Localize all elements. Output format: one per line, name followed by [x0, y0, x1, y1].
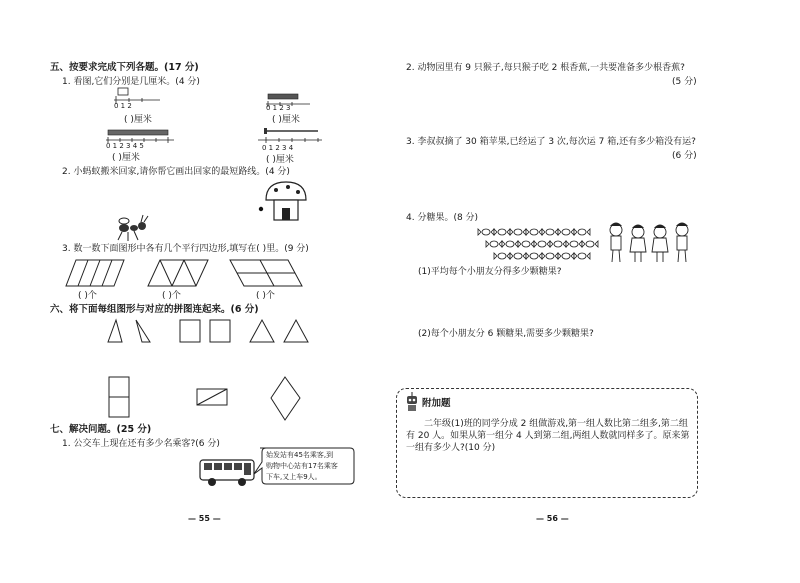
- puzzle-piece-pair-2: [180, 318, 232, 344]
- assembled-shape-rhombus: [270, 376, 302, 422]
- section-5-title: 五、按要求完成下列各题。(17 分): [50, 62, 199, 73]
- parallelogram-figure-a: [66, 258, 126, 288]
- bus-icon: [198, 458, 258, 488]
- robot-mascot-icon: [404, 392, 420, 412]
- section-7-title: 七、解决问题。(25 分): [50, 424, 152, 435]
- count-blank-a[interactable]: ( )个: [78, 291, 97, 301]
- bubble-text-line-2: 购物中心站有17名乘客: [266, 462, 338, 470]
- mushroom-house-icon: [262, 180, 310, 224]
- question-5-1: 1. 看图,它们分别是几厘米。(4 分): [62, 77, 200, 87]
- parallelogram-figure-c: [230, 258, 304, 288]
- ruler-ticks-a: 0 1 2: [114, 102, 132, 110]
- answer-blank-d[interactable]: ( )厘米: [266, 155, 294, 165]
- answer-blank-c[interactable]: ( )厘米: [112, 153, 140, 163]
- ruler-ticks-d: 0 1 2 3 4: [262, 144, 294, 152]
- question-right-2-score: (5 分): [672, 77, 697, 87]
- question-5-2: 2. 小蚂蚁搬米回家,请你帮它画出回家的最短路线。(4 分): [62, 167, 290, 177]
- ruler-ticks-c: 0 1 2 3 4 5: [106, 142, 144, 150]
- question-7-1: 1. 公交车上现在还有多少名乘客?(6 分): [62, 439, 220, 449]
- bubble-text-line-3: 下车,又上车9人。: [266, 473, 322, 481]
- section-6-title: 六、将下面每组图形与对应的拼图连起来。(6 分): [50, 304, 259, 315]
- ruler-ticks-b: 0 1 2 3: [266, 104, 291, 112]
- question-right-4-1: (1)平均每个小朋友分得多少颗糖果?: [418, 267, 562, 277]
- question-5-3: 3. 数一数下面图形中各有几个平行四边形,填写在( )里。(9 分): [62, 244, 309, 254]
- answer-blank-a[interactable]: ( )厘米: [124, 115, 152, 125]
- start-dot-icon: [258, 206, 264, 212]
- page-number-right: — 56 —: [536, 514, 569, 523]
- puzzle-piece-pair-1: [108, 318, 152, 344]
- question-right-3: 3. 李叔叔摘了 30 箱苹果,已经运了 3 次,每次运 7 箱,还有多少箱没有运?: [406, 137, 696, 147]
- candies-icon: [480, 226, 600, 260]
- count-blank-b[interactable]: ( )个: [162, 291, 181, 301]
- answer-blank-b[interactable]: ( )厘米: [272, 115, 300, 125]
- page-number-left: — 55 —: [188, 514, 221, 523]
- bubble-text-line-1: 始发站有45名乘客,到: [266, 451, 334, 459]
- question-right-2: 2. 动物园里有 9 只猴子,每只猴子吃 2 根香蕉,一共要准备多少根香蕉?: [406, 63, 685, 73]
- bonus-question-text: 二年级(1)班的同学分成 2 组做游戏,第一组人数比第二组多,第二组有 20 人。如果从第一组分 4 人到第二组,两组人数就同样多了。原来第一组有多少人?(10 分): [406, 419, 690, 453]
- children-illustration: [606, 220, 694, 266]
- assembled-shape-diagonal-rectangle: [196, 388, 230, 408]
- puzzle-piece-pair-3: [248, 318, 314, 344]
- question-right-4-2: (2)每个小朋友分 6 颗糖果,需要多少颗糖果?: [418, 329, 594, 339]
- ant-icon: [114, 214, 154, 244]
- question-right-3-score: (6 分): [672, 151, 697, 161]
- count-blank-c[interactable]: ( )个: [256, 291, 275, 301]
- assembled-shape-rectangle: [108, 376, 132, 420]
- bonus-title: 附加题: [422, 398, 451, 409]
- parallelogram-figure-b: [148, 258, 210, 288]
- question-right-4: 4. 分糖果。(8 分): [406, 213, 479, 223]
